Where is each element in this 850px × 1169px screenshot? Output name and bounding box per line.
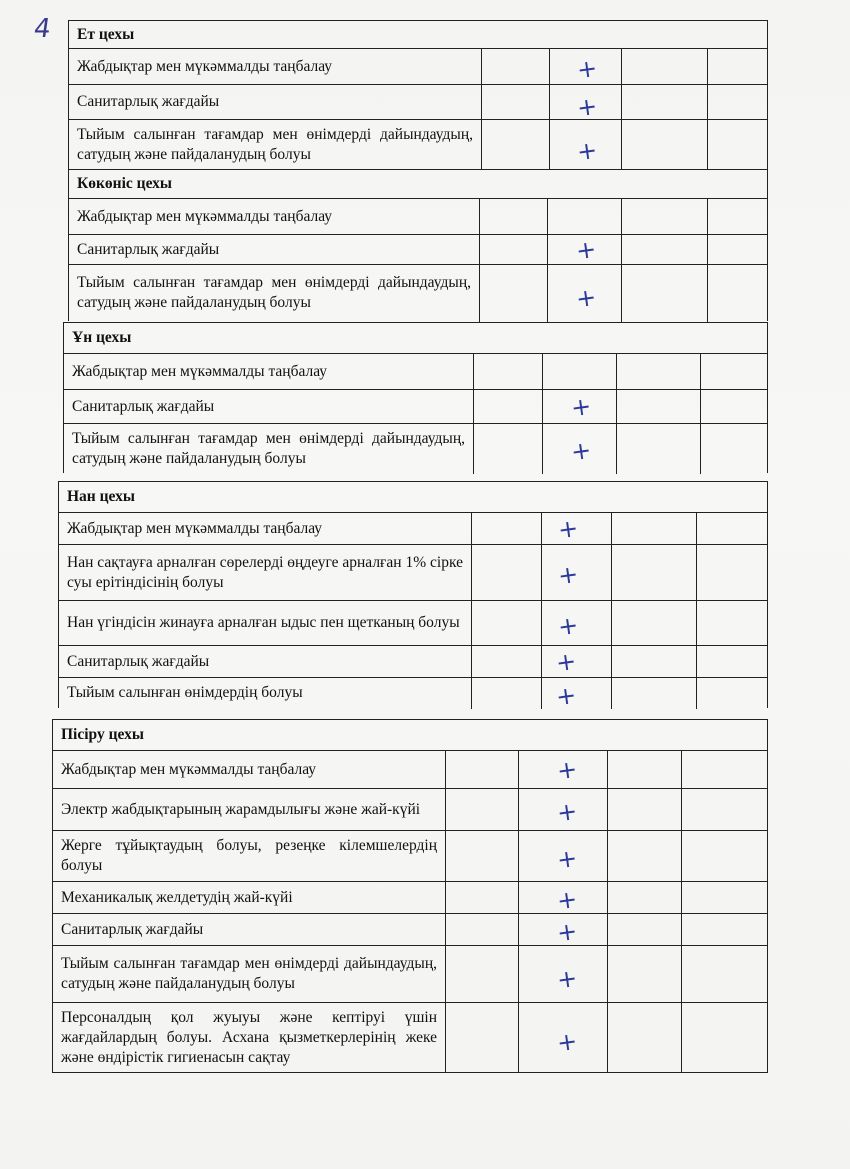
column-divider [445, 914, 446, 946]
column-divider [518, 751, 519, 789]
table-row [52, 830, 768, 881]
table-row [68, 84, 768, 122]
table-row [68, 48, 768, 84]
column-divider [541, 545, 542, 601]
column-divider [541, 646, 542, 678]
table-row [58, 512, 768, 544]
criterion-label [77, 265, 471, 321]
column-divider [607, 914, 608, 946]
column-divider [481, 49, 482, 85]
checkmark-plus: + [554, 1026, 579, 1058]
column-divider [445, 751, 446, 789]
column-divider [607, 946, 608, 1003]
column-divider [681, 882, 682, 914]
column-divider [518, 1003, 519, 1073]
checkmark-plus: + [554, 680, 578, 711]
column-divider [542, 390, 543, 424]
column-divider [707, 49, 708, 85]
column-divider [707, 199, 708, 235]
column-divider [542, 354, 543, 390]
criterion-text: Жабдықтар мен мүкәммалды таңбалау [72, 362, 328, 380]
column-divider [611, 601, 612, 646]
column-divider [481, 120, 482, 170]
column-divider [518, 946, 519, 1003]
checkmark-plus: + [554, 646, 578, 678]
table-row [52, 750, 768, 788]
column-divider [607, 751, 608, 789]
column-divider [611, 513, 612, 545]
column-divider [518, 882, 519, 914]
criterion-label [61, 882, 437, 913]
checkmark-plus: + [554, 843, 579, 874]
criterion-text: Электр жабдықтарының жарамдылығы және жай-күйі [61, 800, 421, 818]
column-divider [607, 1003, 608, 1073]
checkmark-plus: + [554, 916, 579, 948]
criterion-label [61, 946, 437, 1002]
table-row [68, 264, 768, 321]
column-divider [707, 235, 708, 265]
section-header [68, 20, 768, 48]
column-divider [707, 265, 708, 322]
table-row [68, 119, 768, 169]
column-divider [481, 85, 482, 120]
criterion-text: Тыйым салынған тағамдар мен өнімдерді дайындаудың, сатудың және пайдаланудың болуы [77, 125, 473, 163]
checkmark-plus: + [575, 53, 599, 85]
criterion-text: Санитарлық жағдайы [77, 93, 220, 110]
criterion-label [61, 751, 437, 788]
section-header [63, 322, 768, 353]
column-divider [616, 424, 617, 474]
criterion-text: Тыйым салынған тағамдар мен өнімдерді дайындаудың, сатудың және пайдаланудың болуы [77, 274, 471, 311]
criterion-label [67, 646, 463, 677]
column-divider [547, 235, 548, 265]
column-divider [611, 646, 612, 678]
section-title: Нан цехы [67, 488, 135, 505]
criterion-text: Персоналдың қол жуыуы және кептіруі үшін жағдайлардың болуы. Асхана қызметкерлерінің жеке және өндірістік гигиенасын сақтау [61, 1008, 437, 1066]
column-divider [621, 49, 622, 85]
column-divider [616, 354, 617, 390]
criterion-label [72, 354, 465, 389]
criterion-label [61, 831, 437, 881]
column-divider [681, 751, 682, 789]
column-divider [681, 789, 682, 831]
table-row [52, 881, 768, 916]
table-row [63, 353, 768, 389]
table-row [63, 423, 768, 473]
checkmark-plus: + [554, 884, 579, 916]
column-divider [518, 914, 519, 946]
column-divider [611, 678, 612, 709]
column-divider [445, 789, 446, 831]
checkmark-plus: + [575, 91, 599, 122]
column-divider [549, 49, 550, 85]
criterion-text: Жерге тұйықтаудың болуы, резеңке кілемшелердің болуы [61, 837, 437, 874]
criterion-label [77, 85, 473, 119]
column-divider [471, 513, 472, 545]
section-title: Көкөніс цехы [77, 175, 173, 192]
column-divider [681, 914, 682, 946]
checkmark-plus: + [554, 796, 579, 828]
table-row [68, 234, 768, 264]
column-divider [473, 424, 474, 474]
section-title: Ет цехы [77, 25, 135, 43]
criterion-label [67, 601, 463, 645]
checkmark-plus: + [554, 963, 579, 994]
column-divider [547, 199, 548, 235]
criterion-text: Тыйым салынған өнімдердің болуы [67, 684, 303, 701]
criterion-label [61, 789, 437, 830]
column-divider [621, 235, 622, 265]
column-divider [445, 1003, 446, 1073]
criterion-label [67, 545, 463, 600]
criterion-label [77, 235, 471, 264]
column-divider [549, 120, 550, 170]
column-divider [707, 85, 708, 120]
section-title: Пісіру цехы [61, 726, 144, 743]
column-divider [547, 265, 548, 322]
section-title: Ұн цехы [72, 329, 132, 346]
column-divider [621, 120, 622, 170]
checkmark-plus: + [575, 135, 599, 167]
table-bottom-border [52, 1072, 768, 1073]
section-header [58, 481, 768, 512]
table-row [52, 945, 768, 1002]
column-divider [471, 678, 472, 709]
column-divider [621, 85, 622, 120]
section-header [68, 169, 768, 198]
criterion-text: Жабдықтар мен мүкәммалды таңбалау [77, 57, 333, 75]
column-divider [696, 646, 697, 678]
criterion-label [61, 1003, 437, 1072]
table-row [58, 645, 768, 677]
column-divider [471, 601, 472, 646]
table-row [52, 913, 768, 948]
column-divider [681, 831, 682, 882]
checkmark-plus: + [574, 282, 598, 313]
column-divider [696, 601, 697, 646]
column-divider [473, 354, 474, 390]
column-divider [542, 424, 543, 474]
column-divider [707, 120, 708, 170]
column-divider [607, 789, 608, 831]
section-header [52, 719, 768, 750]
table-row [52, 1002, 768, 1072]
criterion-label [77, 49, 473, 84]
column-divider [696, 513, 697, 545]
table-row [58, 544, 768, 600]
table-row [68, 198, 768, 234]
column-divider [700, 424, 701, 474]
checkmark-plus: + [569, 435, 593, 467]
column-divider [445, 831, 446, 882]
column-divider [700, 354, 701, 390]
criterion-text: Санитарлық жағдайы [72, 397, 215, 415]
column-divider [471, 545, 472, 601]
column-divider [445, 882, 446, 914]
criterion-text: Жабдықтар мен мүкәммалды таңбалау [67, 519, 323, 537]
column-divider [696, 545, 697, 601]
criterion-label [77, 199, 471, 234]
column-divider [445, 946, 446, 1003]
column-divider [541, 678, 542, 709]
checkmark-plus: + [556, 610, 580, 641]
column-divider [518, 789, 519, 831]
criterion-text: Тыйым салынған тағамдар мен өнімдерді дайындаудың, сатудың және пайдаланудың болуы [61, 955, 437, 992]
criterion-text: Жабдықтар мен мүкәммалды таңбалау [61, 760, 317, 778]
column-divider [696, 678, 697, 709]
checkmark-plus: + [569, 391, 593, 423]
column-divider [473, 390, 474, 424]
column-divider [621, 199, 622, 235]
criterion-label [61, 914, 437, 945]
column-divider [607, 831, 608, 882]
column-divider [607, 882, 608, 914]
checkmark-plus: + [554, 754, 579, 786]
table-row [63, 389, 768, 423]
checkmark-plus: + [556, 559, 580, 591]
column-divider [479, 199, 480, 235]
criterion-text: Санитарлық жағдайы [67, 652, 210, 670]
column-divider [681, 1003, 682, 1073]
criterion-text: Тыйым салынған тағамдар мен өнімдерді дайындаудың, сатудың және пайдаланудың болуы [72, 429, 465, 467]
criterion-label [72, 424, 465, 473]
criterion-label [72, 390, 465, 423]
column-divider [616, 390, 617, 424]
column-divider [479, 235, 480, 265]
checkmark-plus: + [556, 513, 580, 545]
column-divider [518, 831, 519, 882]
column-divider [621, 265, 622, 322]
criterion-label [77, 120, 473, 169]
criterion-text: Нан үгіндісін жинауға арналған ыдыс пен щетканың болуы [67, 614, 460, 631]
column-divider [611, 545, 612, 601]
page-number: 4 [31, 14, 53, 44]
column-divider [541, 601, 542, 646]
column-divider [681, 946, 682, 1003]
column-divider [471, 646, 472, 678]
criterion-label [67, 513, 463, 544]
column-divider [479, 265, 480, 322]
table-row [52, 788, 768, 830]
criterion-label [67, 678, 463, 708]
table-row [58, 600, 768, 645]
checkmark-plus: + [574, 234, 598, 266]
criterion-text: Механикалық желдетудің жай-күйі [61, 888, 293, 906]
table-row [58, 677, 768, 711]
column-divider [549, 85, 550, 120]
column-divider [541, 513, 542, 545]
column-divider [700, 390, 701, 424]
criterion-text: Жабдықтар мен мүкәммалды таңбалау [77, 207, 333, 225]
criterion-text: Санитарлық жағдайы [61, 920, 204, 938]
criterion-text: Санитарлық жағдайы [77, 240, 220, 258]
criterion-text: Нан сақтауға арналған сөрелерді өңдеуге арналған 1% сірке суы ерітіндісінің болуы [67, 553, 463, 591]
